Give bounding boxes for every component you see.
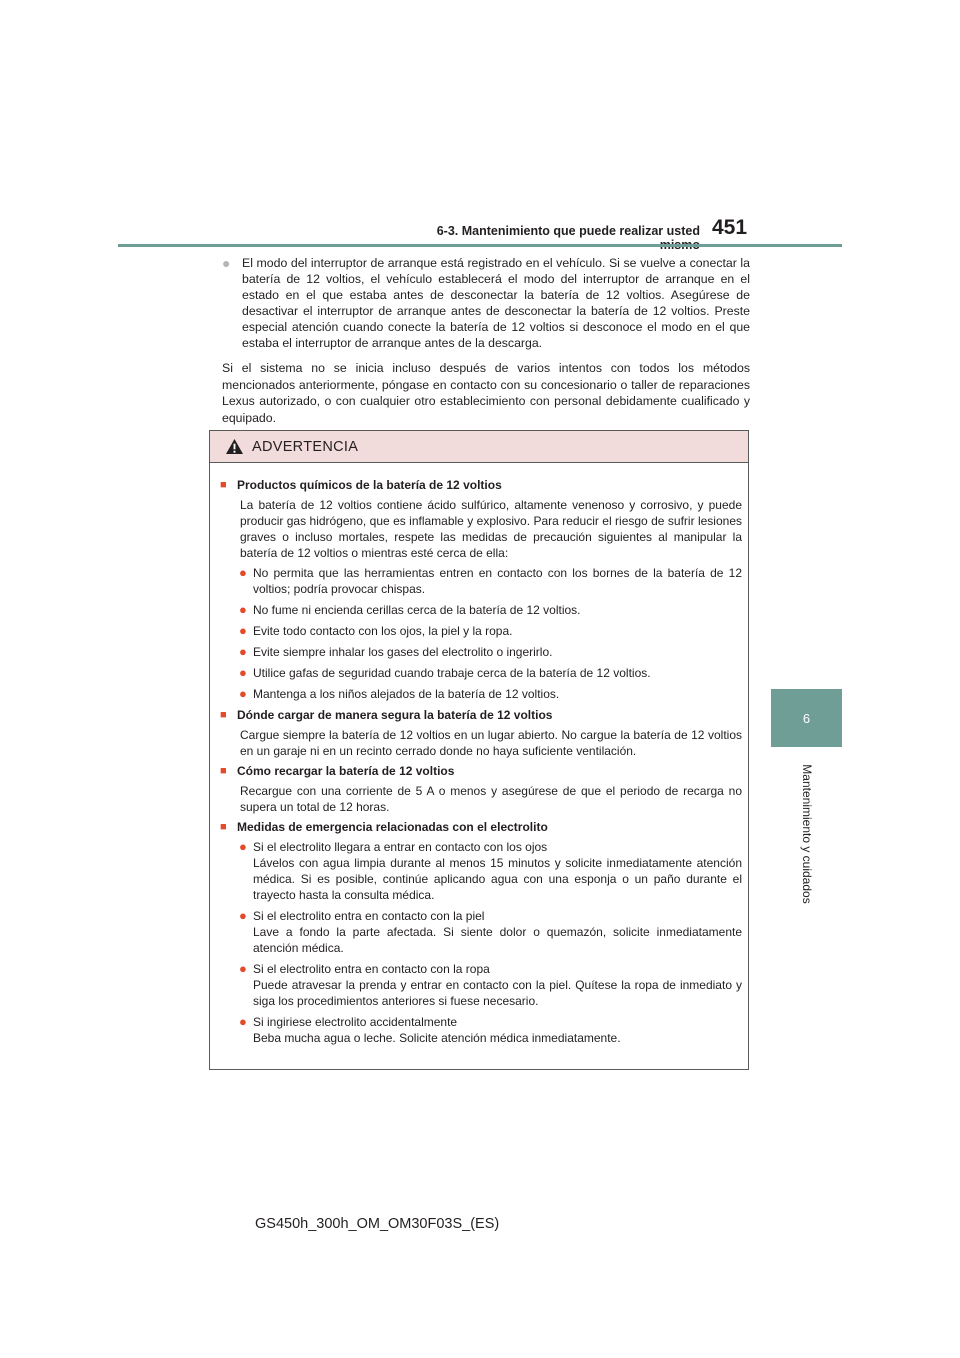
chapter-title-vertical [771,756,842,911]
warning-list-item [220,665,742,681]
chapter-number: 6 [802,710,811,726]
body-paragraph: Si el sistema no se inicia incluso después de varios intentos con todos los métodos mencionados anteriormente, póngase en contacto con su concesionario o taller de reparaciones Lexus autorizado, o con cualquier otro establecimiento con personal debidamente cualificado y equipado. [222,361,750,425]
warning-triangle-icon [225,438,244,455]
header-rule [118,244,842,247]
list-item-title: Si el electrolito llegara a entrar en contacto con los ojos [253,840,548,854]
warning-list-item [220,686,742,702]
main-content [222,255,750,426]
square-bullet-icon: ■ [220,709,227,721]
red-bullet-icon: ● [239,602,247,617]
list-item-title: No fume ni encienda cerillas cerca de la batería de 12 voltios. [253,603,581,617]
warning-list-item [220,1014,742,1046]
list-item-title: Si el electrolito entra en contacto con la piel [253,909,485,923]
list-item-title: Evite todo contacto con los ojos, la piel y la ropa. [253,624,513,638]
warning-list-item [220,839,742,903]
warning-list-item [220,908,742,956]
chapter-tab [771,689,842,747]
warning-list-item [220,644,742,660]
red-bullet-icon: ● [239,908,247,923]
square-bullet-icon: ■ [220,479,227,491]
section-heading-text: Dónde cargar de manera segura la batería de 12 voltios [237,708,553,722]
list-item-detail: Lávelos con agua limpia durante al menos 15 minutos y solicite inmediatamente atención médica. Si es posible, continúe aplicando agua con una esponja o un paño durante el trayecto hasta la consulta médica. [253,856,742,902]
warning-section-heading [220,477,742,493]
list-item-title: Evite siempre inhalar los gases del electrolito o ingerirlo. [253,645,553,659]
list-item-detail: Beba mucha agua o leche. Solicite atención médica inmediatamente. [253,1031,621,1045]
warning-list-item [220,623,742,639]
list-item-title: Si ingiriese electrolito accidentalmente [253,1015,458,1029]
warning-box [209,430,749,1070]
page-number: 451 [712,216,748,239]
red-bullet-icon: ● [239,665,247,680]
warning-section-heading [220,763,742,779]
list-item-title: Utilice gafas de seguridad cuando trabaje cerca de la batería de 12 voltios. [253,666,651,680]
warning-title: ADVERTENCIA [252,438,359,455]
list-item-title: Si el electrolito entra en contacto con la ropa [253,962,490,976]
list-item-title: No permita que las herramientas entren en contacto con los bornes de la batería de 12 voltios; podría provocar chispas. [253,566,742,596]
warning-section-heading [220,707,742,723]
warning-list-item [220,565,742,597]
section-heading-text: Medidas de emergencia relacionadas con el electrolito [237,820,548,834]
warning-section-text: La batería de 12 voltios contiene ácido sulfúrico, altamente venenoso y corrosivo, y puede producir gas hidrógeno, que es inflamable y explosivo. Para reducir el riesgo de sufrir lesiones graves o incluso mortales, respete las medidas de precaución siguientes al manipular la batería de 12 voltios o mientras esté cerca de ella: [240,498,742,560]
red-bullet-icon: ● [239,565,247,580]
bullet-item [222,255,750,351]
warning-section-heading [220,819,742,835]
list-item-title: Mantenga a los niños alejados de la batería de 12 voltios. [253,687,560,701]
square-bullet-icon: ■ [220,765,227,777]
red-bullet-icon: ● [239,961,247,976]
footer-code: GS450h_300h_OM_OM30F03S_(ES) [255,1216,500,1232]
red-bullet-icon: ● [239,686,247,701]
list-item-detail: Lave a fondo la parte afectada. Si siente dolor o quemazón, solicite inmediatamente atención médica. [253,925,742,955]
section-heading-text: Productos químicos de la batería de 12 voltios [237,478,502,492]
list-item-detail: Puede atravesar la prenda y entrar en contacto con la piel. Quítese la ropa de inmediato y siga los procedimientos anteriores si fuese necesario. [253,978,742,1008]
square-bullet-icon: ■ [220,821,227,833]
bullet-circle-icon: ● [222,255,231,271]
warning-list-item [220,602,742,618]
warning-body [210,463,748,1046]
section-heading-text: Cómo recargar la batería de 12 voltios [237,764,455,778]
red-bullet-icon: ● [239,623,247,638]
warning-section-text: Cargue siempre la batería de 12 voltios en un lugar abierto. No cargue la batería de 12 voltios en un garaje ni en un recinto cerrado donde no haya suficiente ventilación. [240,728,742,758]
red-bullet-icon: ● [239,839,247,854]
red-bullet-icon: ● [239,644,247,659]
warning-list-item [220,961,742,1009]
warning-header [210,431,748,463]
warning-section-text: Recargue con una corriente de 5 A o menos y asegúrese de que el periodo de recarga no supera un total de 12 horas. [240,784,742,814]
chapter-title: Mantenimiento y cuidados [799,763,814,904]
red-bullet-icon: ● [239,1014,247,1029]
bullet-text: El modo del interruptor de arranque está registrado en el vehículo. Si se vuelve a conectar la batería de 12 voltios, el vehículo establecerá el modo del interruptor de arranque en el estado en el que estaba antes de desconectar la batería de 12 voltios. Asegúrese de desactivar el interruptor de arranque antes de desconectar la batería de 12 voltios. Preste especial atención cuando conecte la batería de 12 voltios si desconoce el modo en el que estaba el interruptor de arranque antes de la descarga. [242,256,750,350]
header-section-title: 6-3. Mantenimiento que puede realizar usted [436,224,700,238]
